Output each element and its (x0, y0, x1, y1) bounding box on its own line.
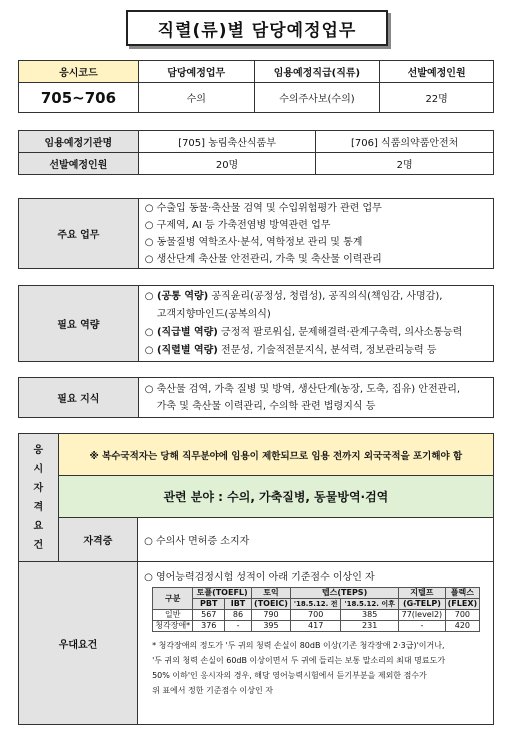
competency-line: ○ (직렬별 역량) 전문성, 기술적전문지식, 분석력, 정보관리능력 등 (144, 344, 437, 356)
footnote: * 청각장애의 정도가 '두 귀의 청력 손실이 80dB 이상(기존 청각장애 2·3급)'이거나, '두 귀의 청력 손실이 60dB 이상이면서 두 귀에 들리는 보통 말소리의 최대 명료도가 50% 이하'인 응시자의 경우, 해당 영어능력시험에서 듣기부분을 제외한 점수가 위 표에서 정한 기준점수 이상인 자 (152, 641, 446, 695)
knowledge-label: 필요 지식 (19, 378, 139, 418)
duty-item: ○ 수출입 동물·축산물 검역 및 수입위험평가 관련 업무 (144, 202, 382, 214)
header-rank: 임용예정직급(직류) (254, 61, 380, 83)
rank-value: 수의주사보(수의) (254, 83, 380, 113)
license-value: ○ 수의사 면허증 소지자 (138, 518, 494, 562)
qualification-table (18, 433, 494, 725)
license-label: 자격증 (58, 518, 137, 562)
related-field: 관련 분야 : 수의, 가축질병, 동물방역·검역 (58, 476, 493, 518)
duty-value: 수의 (138, 83, 254, 113)
competency-list (138, 286, 493, 362)
exam-code-table (18, 60, 494, 113)
agency-table (18, 130, 494, 175)
score-row-hearing: 청각장애* 376 - 395 417 231 - 420 (153, 621, 480, 632)
preference-label: 우대요건 (19, 562, 138, 725)
qualification-side-label: 응 시 자 격 요 건 (19, 434, 59, 562)
agency-706: [706] 식품의약품안전처 (316, 131, 494, 153)
knowledge-text: ○ 축산물 검역, 가축 질병 및 방역, 생산단계(농장, 도축, 집유) 안전관리, 가축 및 축산물 이력관리, 수의학 관련 법령지식 등 (138, 378, 493, 418)
knowledge-table (18, 377, 494, 418)
duty-item: ○ 구제역, AI 등 가축전염병 방역관련 업무 (144, 219, 331, 231)
score-row-general: 일반 567 86 790 700 385 77(level2) 700 (153, 610, 480, 621)
header-headcount: 선발예정인원 (380, 61, 494, 83)
competency-line: 고객지향마인드(공복의식) (156, 308, 271, 320)
preference-content (138, 562, 494, 725)
duties-list (138, 199, 493, 269)
headcount-705: 20명 (138, 153, 316, 175)
exam-code-value: 705~706 (19, 83, 139, 113)
preference-intro: ○ 영어능력검정시험 성적이 아래 기준점수 이상인 자 (144, 572, 375, 583)
agency-label: 임용예정기관명 (19, 131, 139, 153)
header-exam-code: 응시코드 (19, 61, 139, 83)
headcount-label: 선발예정인원 (19, 153, 139, 175)
duties-label: 주요 업무 (19, 199, 139, 269)
header-duty: 담당예정업무 (138, 61, 254, 83)
competency-line: ○ (공통 역량) 공직윤리(공정성, 청렴성), 공직의식(책임감, 사명감), (144, 290, 443, 302)
score-table: 구분 토플(TOEFL) 토익 텝스(TEPS) 지텔프 플렉스 PBT IBT (TOEIC) '18.5.12. 전 '18.5.12. 이후 (G-TELP) (FLEX) 일반 567 86 790 700 385 77(level2) 700 청각장애* 376 - 395 417 231 - 420 (152, 587, 480, 632)
competency-table (18, 285, 494, 362)
duties-table (18, 198, 494, 269)
competency-line: ○ (직급별 역량) 긍정적 팔로워십, 문제해결력·관계구축력, 의사소통능력 (144, 326, 463, 338)
competency-label: 필요 역량 (19, 286, 139, 362)
page-title: 직렬(류)별 담당예정업무 (126, 10, 388, 46)
headcount-706: 2명 (316, 153, 494, 175)
duty-item: ○ 동물질병 역학조사·분석, 역학정보 관리 및 통계 (144, 236, 363, 248)
duty-item: ○ 생산단계 축산물 안전관리, 가축 및 축산물 이력관리 (144, 253, 382, 265)
dual-citizenship-notice: ※ 복수국적자는 당해 직무분야에 임용이 제한되므로 임용 전까지 외국국적을 포기해야 함 (58, 434, 493, 476)
agency-705: [705] 농림축산식품부 (138, 131, 316, 153)
headcount-value: 22명 (380, 83, 494, 113)
